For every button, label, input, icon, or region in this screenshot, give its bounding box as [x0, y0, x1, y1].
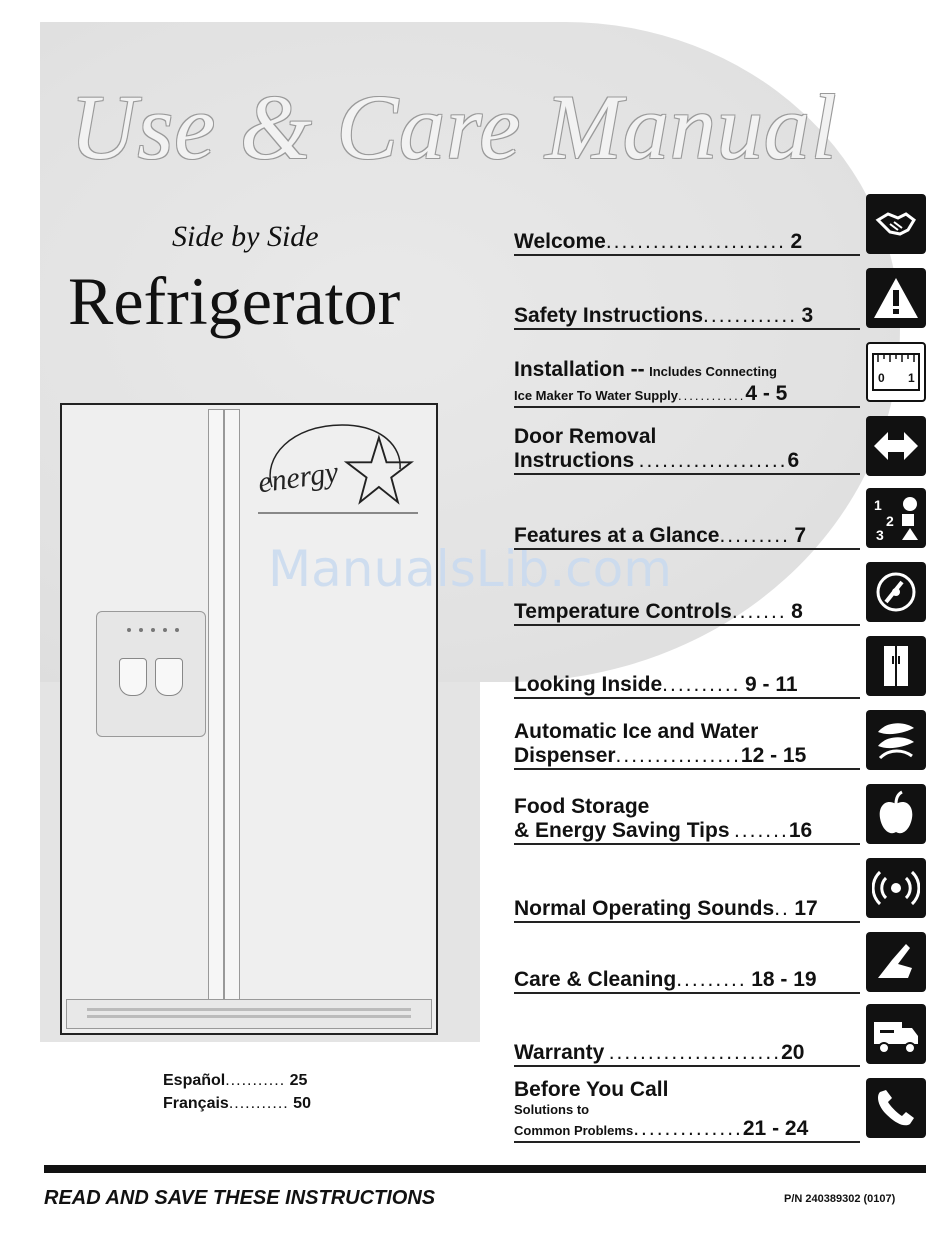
toc-label: Safety Instructions [514, 304, 704, 327]
toc-item-dispenser[interactable] [514, 720, 860, 770]
svg-text:0: 0 [878, 371, 885, 385]
toc-item-warranty[interactable] [514, 1041, 860, 1067]
svg-text:1: 1 [874, 497, 882, 513]
dispenser-indicator [163, 628, 167, 632]
toc-item-safety[interactable] [514, 304, 860, 330]
leader-dots: ................... [638, 449, 788, 472]
toc-page: 16 [788, 819, 813, 842]
toc-item-before-you-call[interactable] [514, 1078, 860, 1143]
ice-water-dispenser [96, 611, 206, 737]
svg-text:3: 3 [876, 527, 884, 542]
grille-slot [87, 1008, 411, 1011]
toc-label-line2: Dispenser [514, 744, 616, 767]
toc-item-welcome[interactable] [514, 230, 860, 256]
toc-sublabel: Includes Connecting [649, 364, 777, 379]
toc-page: 2 [790, 230, 803, 253]
handshake-icon [866, 194, 926, 254]
left-door-handle [208, 409, 224, 1003]
toc-page: 18 - 19 [751, 968, 817, 991]
toc-item-operating-sounds[interactable] [514, 897, 860, 923]
dispenser-indicator [175, 628, 179, 632]
toc-page: 21 - 24 [742, 1117, 809, 1140]
language-label: Français [163, 1095, 229, 1112]
language-page: 25 [289, 1072, 308, 1089]
energy-logo-text: energy [256, 455, 341, 500]
dispenser-paddle [155, 658, 183, 696]
dispenser-indicator [139, 628, 143, 632]
toc-page: 12 - 15 [740, 744, 807, 767]
leader-dots: ............ [678, 388, 746, 403]
toc-label: Features at a Glance [514, 524, 720, 547]
svg-text:1: 1 [908, 371, 915, 385]
language-page: 50 [293, 1095, 311, 1112]
leader-dots: ......... [676, 968, 747, 991]
ruler-icon [866, 342, 926, 402]
warning-icon [866, 268, 926, 328]
divider [44, 1165, 926, 1173]
leader-dots: ........... [228, 1095, 289, 1112]
language-link-espanol[interactable] [163, 1072, 307, 1090]
toc-item-installation[interactable] [514, 358, 860, 408]
leader-dots: ...................... [608, 1041, 782, 1064]
toc-label: Welcome [514, 230, 606, 253]
toc-item-temperature[interactable] [514, 600, 860, 626]
dispenser-indicator [151, 628, 155, 632]
page-title: Use & Care Manual [70, 76, 838, 178]
leader-dots: .. [774, 897, 790, 920]
toc-page: 8 [791, 600, 803, 623]
language-link-francais[interactable] [163, 1095, 311, 1113]
toc-label: Warranty [514, 1041, 605, 1064]
refrigerator-illustration [60, 403, 438, 1035]
toc-label-line2: Instructions [514, 449, 635, 472]
sound-icon [866, 858, 926, 918]
toc-page: 4 - 5 [745, 382, 788, 405]
toc-label: Installation -- [514, 358, 645, 381]
leader-dots: .............. [633, 1117, 743, 1140]
toc-page: 9 - 11 [744, 673, 798, 696]
dial-icon [866, 562, 926, 622]
toc-item-care-cleaning[interactable] [514, 968, 860, 994]
cleaning-hand-icon [866, 932, 926, 992]
leader-dots: ....... [733, 819, 789, 842]
toc-page: 7 [794, 524, 807, 547]
toc-item-door-removal[interactable] [514, 425, 860, 475]
apple-icon [866, 784, 926, 844]
leader-dots: ......... [719, 524, 790, 547]
dispenser-indicator [127, 628, 131, 632]
language-label: Español [163, 1072, 226, 1089]
toc-sublabel: Common Problems [514, 1123, 634, 1138]
right-door-handle [224, 409, 240, 1003]
toc-label: Food Storage [514, 795, 650, 818]
toc-page: 20 [781, 1041, 805, 1064]
leaves-icon [866, 710, 926, 770]
leader-dots: ............ [703, 304, 798, 327]
energy-star-logo [252, 417, 424, 523]
phone-icon [866, 1078, 926, 1138]
toc-sublabel: Solutions to [514, 1102, 590, 1117]
refrigerator-icon [866, 636, 926, 696]
toe-grille [66, 999, 432, 1029]
svg-text:2: 2 [886, 513, 894, 529]
leader-dots: ....................... [605, 230, 787, 253]
toc-label: Door Removal [514, 425, 657, 448]
toc-item-features[interactable] [514, 524, 860, 550]
part-number: P/N 240389302 (0107) [784, 1193, 896, 1205]
toc-label: Temperature Controls [514, 600, 732, 623]
toc-sublabel: Ice Maker To Water Supply [514, 388, 678, 403]
numbered-shapes-icon [866, 488, 926, 548]
leader-dots: .......... [662, 673, 741, 696]
toc-page: 17 [794, 897, 818, 920]
toc-label: Care & Cleaning [514, 968, 677, 991]
leader-dots: ....... [731, 600, 787, 623]
double-arrow-icon [866, 416, 926, 476]
toc-item-looking-inside[interactable] [514, 673, 860, 699]
truck-icon [866, 1004, 926, 1064]
subtitle: Side by Side [172, 220, 319, 253]
product-name: Refrigerator [68, 263, 401, 339]
toc-label: Automatic Ice and Water [514, 720, 759, 743]
toc-label-line2: & Energy Saving Tips [514, 819, 730, 842]
leader-dots: ................ [615, 744, 741, 767]
leader-dots: ........... [225, 1072, 286, 1089]
toc-label: Looking Inside [514, 673, 663, 696]
toc-item-food-storage[interactable] [514, 795, 860, 845]
dispenser-paddle [119, 658, 147, 696]
toc-label: Before You Call [514, 1078, 669, 1101]
grille-slot [87, 1015, 411, 1018]
watermark: ManualsLib.com [268, 540, 672, 598]
toc-page: 6 [787, 449, 800, 472]
toc-page: 3 [801, 304, 814, 327]
toc-label: Normal Operating Sounds [514, 897, 775, 920]
footer-instructions: READ AND SAVE THESE INSTRUCTIONS [44, 1187, 436, 1209]
